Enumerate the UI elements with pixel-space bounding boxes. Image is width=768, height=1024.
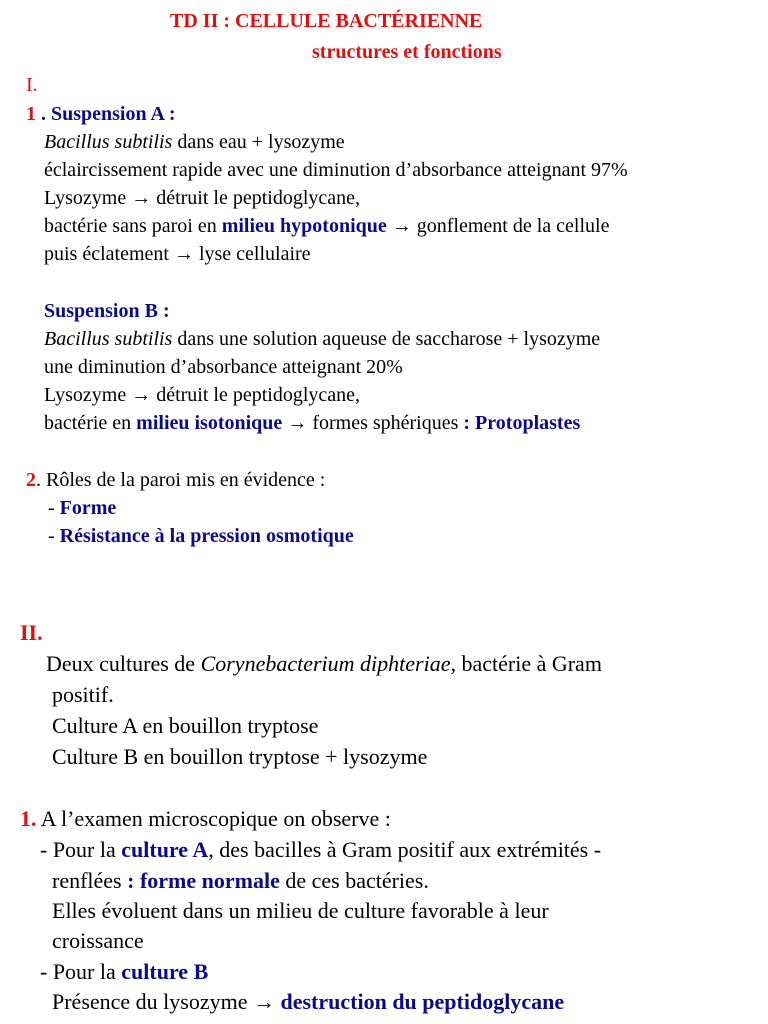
wall-role-item: - Forme bbox=[48, 497, 117, 519]
suspension-b-line-3: Lysozyme → détruit le peptidoglycane, bbox=[44, 384, 361, 406]
doc-title: TD II : CELLULE BACTÉRIENNE bbox=[170, 10, 483, 32]
part-2-question-1: 1. A l’examen microscopique on observe : bbox=[20, 806, 391, 831]
suspension-a-line-3: Lysozyme → détruit le peptidoglycane, bbox=[44, 187, 361, 209]
question-1-heading: 1 . Suspension A : bbox=[26, 103, 176, 125]
suspension-a-line-4: bactérie sans paroi en milieu hypotonique → gonflement de la cellule bbox=[44, 215, 610, 237]
culture-a-observation-3: Elles évoluent dans un milieu de culture favorable à leur bbox=[52, 898, 549, 923]
culture-a-observation-4: croissance bbox=[52, 928, 144, 953]
culture-a-observation-1: - Pour la culture A, des bacilles à Gram positif aux extrémités - bbox=[40, 837, 602, 862]
suspension-b-line-2: une diminution d’absorbance atteignant 20% bbox=[44, 356, 403, 378]
culture-b-description: Culture B en bouillon tryptose + lysozyme bbox=[52, 744, 428, 769]
suspension-b-line-1: Bacillus subtilis dans une solution aqueuse de saccharose + lysozyme bbox=[44, 328, 601, 350]
culture-a-observation-2: renflées : forme normale de ces bactéries. bbox=[52, 868, 429, 893]
part-2-intro-line-2: positif. bbox=[52, 682, 114, 707]
culture-a-description: Culture A en bouillon tryptose bbox=[52, 713, 319, 738]
section-2-numeral: II. bbox=[20, 620, 43, 645]
suspension-b-heading: Suspension B : bbox=[44, 300, 170, 322]
culture-b-observation-1: - Pour la culture B bbox=[40, 959, 209, 984]
suspension-a-line-2: éclaircissement rapide avec une diminution d’absorbance atteignant 97% bbox=[44, 159, 628, 181]
part-2-intro-line-1: Deux cultures de Corynebacterium diphteriae, bactérie à Gram bbox=[46, 651, 602, 676]
section-1-numeral: I. bbox=[26, 74, 38, 96]
suspension-a-line-5: puis éclatement → lyse cellulaire bbox=[44, 243, 311, 265]
suspension-a-line-1: Bacillus subtilis dans eau + lysozyme bbox=[44, 131, 345, 153]
wall-role-item: - Résistance à la pression osmotique bbox=[48, 525, 354, 547]
question-2-heading: 2. Rôles de la paroi mis en évidence : bbox=[26, 469, 326, 491]
doc-subtitle: structures et fonctions bbox=[312, 41, 502, 63]
culture-b-observation-2: Présence du lysozyme → destruction du peptidoglycane bbox=[52, 989, 565, 1014]
suspension-b-line-4: bactérie en milieu isotonique → formes sphériques : Protoplastes bbox=[44, 412, 581, 434]
